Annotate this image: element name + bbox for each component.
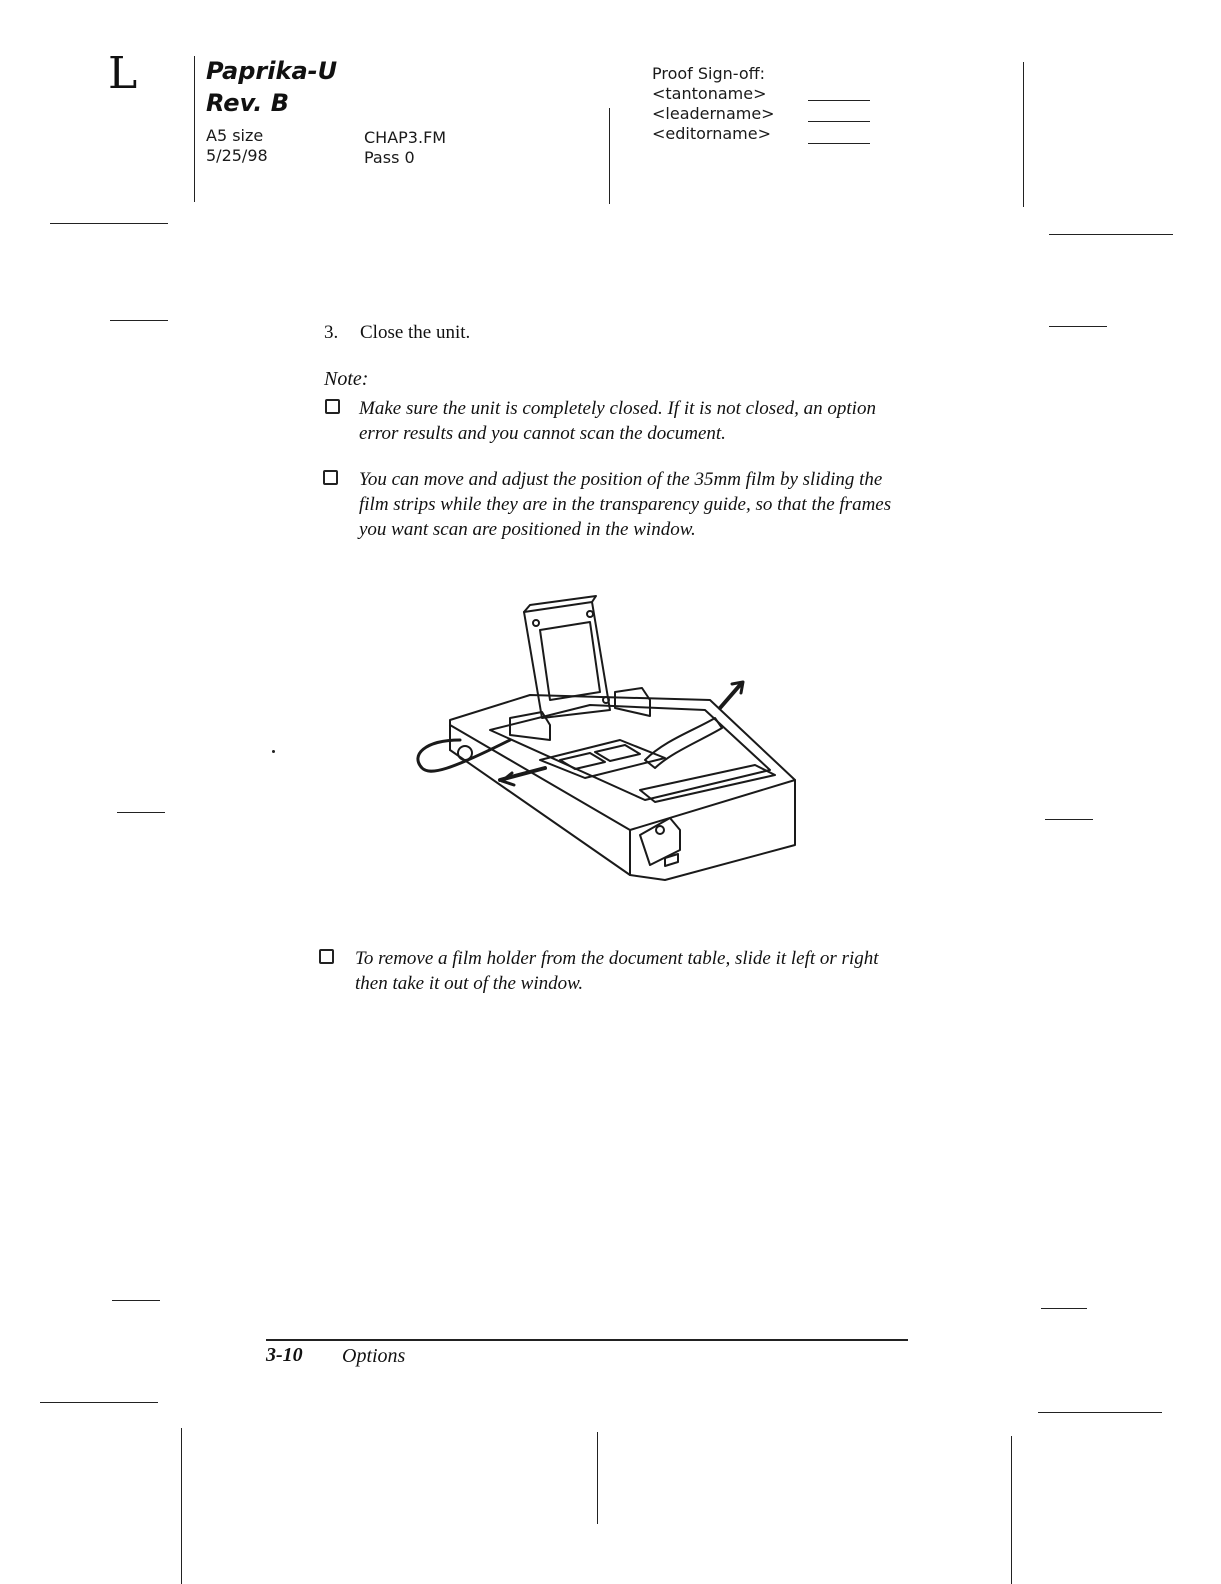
page-number: 3-10 xyxy=(266,1344,303,1366)
film-frame xyxy=(560,753,605,769)
hinge-right xyxy=(615,688,650,716)
signoff-name-2: <leadername> xyxy=(652,104,775,123)
film-frame xyxy=(595,745,640,761)
side-letter: L xyxy=(108,48,138,99)
section-name: Options xyxy=(342,1345,406,1367)
screw-icon xyxy=(533,620,539,626)
step-number: 3. xyxy=(324,322,339,343)
arrow-icon xyxy=(720,685,740,708)
checkbox-icon xyxy=(323,470,338,485)
crop-mark xyxy=(597,1432,598,1524)
screw-icon xyxy=(603,697,609,703)
pass-number: Pass 0 xyxy=(364,148,415,167)
crop-mark xyxy=(1049,234,1173,235)
cable xyxy=(418,740,510,771)
connector-icon xyxy=(458,746,472,760)
crop-mark xyxy=(1011,1436,1012,1584)
signoff-divider xyxy=(609,108,610,204)
checkbox-icon xyxy=(319,949,334,964)
stray-dot xyxy=(272,750,275,753)
hinge-left xyxy=(510,712,550,740)
crop-mark xyxy=(1049,326,1107,327)
step-text: Close the unit. xyxy=(360,322,471,343)
signoff-name-1: <tantoname> xyxy=(652,84,767,103)
crop-mark xyxy=(40,1402,158,1403)
right-frame-line xyxy=(1023,62,1024,207)
crop-mark xyxy=(117,812,165,813)
crop-mark xyxy=(1038,1412,1162,1413)
doc-revision: Rev. B xyxy=(206,89,290,117)
crop-mark xyxy=(50,223,168,224)
file-name: CHAP3.FM xyxy=(364,128,447,147)
signoff-name-3: <editorname> xyxy=(652,124,771,143)
note-item-3: To remove a film holder from the document table, slide it left or right then take it out of the window. xyxy=(355,948,879,994)
header-divider xyxy=(194,56,195,202)
signoff-label: Proof Sign-off: xyxy=(652,64,766,83)
note-item-1: Make sure the unit is completely closed. If it is not closed, an option error results and you cannot scan the document. xyxy=(359,398,876,444)
scanner-top-edge xyxy=(450,725,630,830)
note-item-2: You can move and adjust the position of the 35mm film by sliding the film strips while they are in the transparency guide, so that the frames you want scan are positioned in the window. xyxy=(359,469,892,540)
footer-rule xyxy=(266,1339,908,1341)
crop-mark xyxy=(181,1428,182,1584)
checkbox-icon xyxy=(325,399,340,414)
screw-icon xyxy=(587,611,593,617)
crop-mark xyxy=(110,320,168,321)
note-label: Note: xyxy=(324,368,369,390)
signoff-line-3 xyxy=(808,143,870,144)
signoff-line-1 xyxy=(808,100,870,101)
page-size: A5 size xyxy=(206,126,264,145)
scanner-body xyxy=(450,695,795,880)
signoff-line-2 xyxy=(808,121,870,122)
crop-mark xyxy=(112,1300,160,1301)
transparency-window xyxy=(540,622,600,700)
power-button-icon xyxy=(656,826,664,834)
scanner-illustration xyxy=(410,590,810,890)
doc-title: Paprika-U xyxy=(206,57,338,85)
crop-mark xyxy=(1045,819,1093,820)
doc-date: 5/25/98 xyxy=(206,146,268,165)
crop-mark xyxy=(1041,1308,1087,1309)
